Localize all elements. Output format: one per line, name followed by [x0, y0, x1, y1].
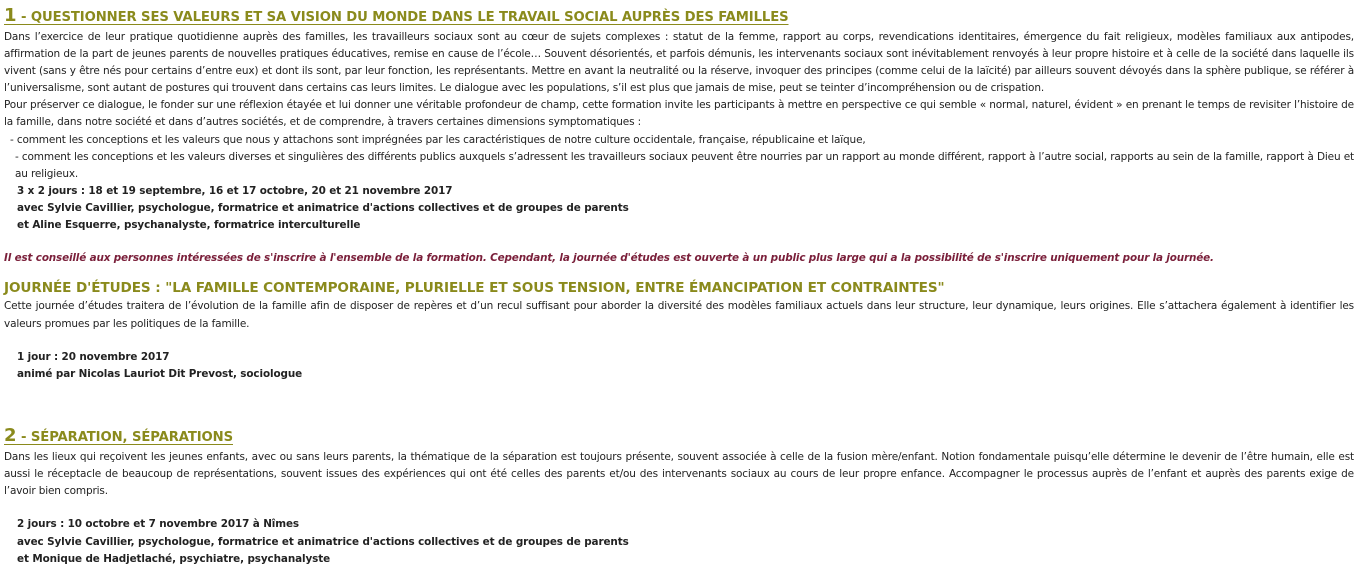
section-1-heading: - QUESTIONNER SES VALEURS ET SA VISION DU MONDE DANS LE TRAVAIL SOCIAL AUPRÈS DES FAMILLES	[16, 10, 789, 25]
study-day-paragraph: Cette journée d’études traitera de l’évolution de la famille afin de disposer de repères et d’un recul suffisant pour aborder la diversité des modèles familiaux actuels dans leur structure, leur dynamique, leurs origines. Elle s’attachera également à identifier les valeurs promues par les politiques de la famille.	[4, 300, 1354, 330]
section-2-title	[4, 422, 1354, 449]
section-1-bullet-1: - comment les conceptions et les valeurs que nous y attachons sont imprégnées par les caractéristiques de notre culture occidentale, française, républicaine et laïque,	[10, 133, 866, 146]
study-day-speaker: animé par Nicolas Lauriot Dit Prevost, sociologue	[17, 367, 303, 380]
study-day-title: JOURNÉE D'ÉTUDES : "LA FAMILLE CONTEMPORAINE, PLURIELLE ET SOUS TENSION, ENTRE ÉMANCIPATION ET CONTRAINTES"	[4, 280, 945, 297]
section-1-paragraph-1: Dans l’exercice de leur pratique quotidienne auprès des familles, les travailleurs sociaux sont au cœur de sujets complexes : statut de la femme, rapport au corps, revendications identitaires, émergence du fait religieux, modèles familiaux aux antipodes, affirmation de la part de jeunes parents de nouvelles pratiques éducatives, remise en cause de l’école… Souvent désorientés, et parfois démunis, les intervenants sociaux sont inévitablement renvoyés à leur propre histoire et à celle de la société dans laquelle ils vivent (sans y être nés pour certains d’entre eux) et dont ils sont, par leur fonction, les représentants. Mettre en avant la neutralité ou la réserve, invoquer des principes (comme celui de la laïcité) par ailleurs souvent dévoyés dans la sphère publique, se référer à l’universalisme, sont autant de postures qui trouvent dans certains cas leurs limites. Le dialogue avec les populations, s’il est plus que jamais de mise, peut se teinter d’incompréhension ou de crispation.	[4, 31, 1354, 95]
section-2-dates: 2 jours : 10 octobre et 7 novembre 2017 à Nîmes	[17, 518, 300, 531]
section-2-heading: - SÉPARATION, SÉPARATIONS	[16, 430, 233, 446]
section-1-number: 1	[4, 5, 17, 26]
section-2-paragraph: Dans les lieux qui reçoivent les jeunes enfants, avec ou sans leurs parents, la thématique de la séparation est toujours présente, souvent associée à celle de la fusion mère/enfant. Notion fondamentale puisqu’elle détermine le devenir de l’être humain, elle est aussi le réceptacle de beaucoup de représentations, souvent issues des expériences qui ont été celles des parents et/ou des intervenants sociaux au cours de leur propre enfance. Accompagner le processus auprès de l’enfant et auprès des parents exige de l’avoir bien compris.	[4, 451, 1354, 498]
registration-note: Il est conseillé aux personnes intéressées de s'inscrire à l'ensemble de la formation. Cependant, la journée d'études est ouverte à un public plus large qui a la possibilité de s'inscrire uniquement pour la journée.	[4, 252, 1214, 265]
section-1-dates: 3 x 2 jours : 18 et 19 septembre, 16 et 17 octobre, 20 et 21 novembre 2017	[17, 184, 453, 197]
section-1-bullet-2: - comment les conceptions et les valeurs diverses et singulières des différents publics auxquels s’adressent les travailleurs sociaux peuvent être nourries par un rapport au monde différent, rapport à l’autre social, rapports au sein de la famille, rapport à Dieu et au religieux.	[15, 150, 1354, 180]
section-2-speaker-1: avec Sylvie Cavillier, psychologue, formatrice et animatrice d'actions collectives et de groupes de parents	[17, 535, 629, 548]
section-1-speaker-1: avec Sylvie Cavillier, psychologue, formatrice et animatrice d'actions collectives et de groupes de parents	[17, 202, 629, 215]
section-1-title	[4, 2, 1354, 29]
section-1-paragraph-2: Pour préserver ce dialogue, le fonder sur une réflexion étayée et lui donner une véritable profondeur de champ, cette formation invite les participants à mettre en perspective ce qui semble « normal, naturel, évident » en prenant le temps de revisiter l’histoire de la famille, dans notre société et dans d’autres sociétés, et de comprendre, à travers certaines dimensions symptomatiques :	[4, 99, 1354, 129]
section-2-speaker-2: et Monique de Hadjetlaché, psychiatre, psychanalyste	[17, 552, 331, 565]
section-2-number: 2	[4, 425, 17, 447]
study-day-dates: 1 jour : 20 novembre 2017	[17, 350, 170, 363]
section-1-speaker-2: et Aline Esquerre, psychanalyste, formatrice interculturelle	[17, 219, 361, 232]
